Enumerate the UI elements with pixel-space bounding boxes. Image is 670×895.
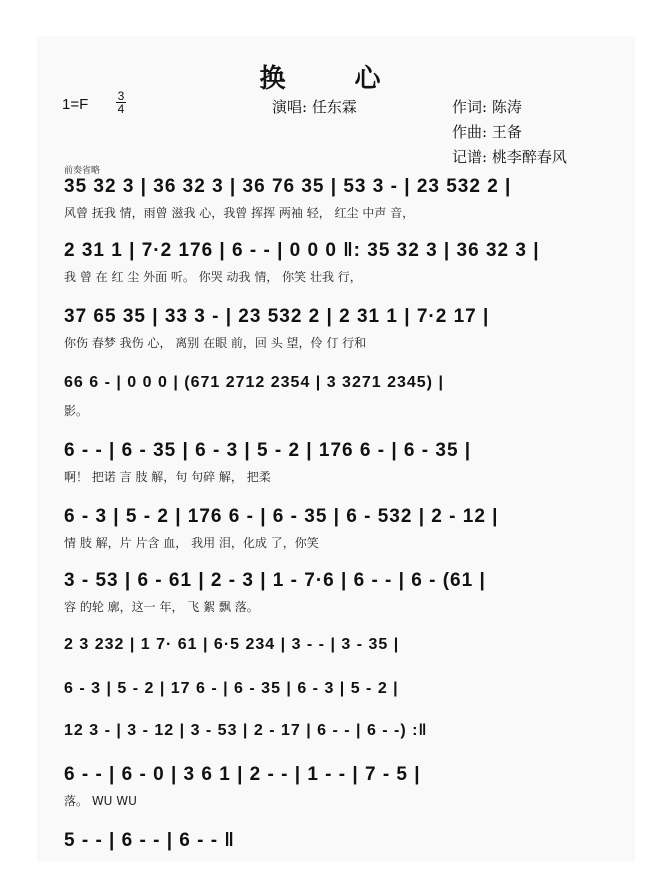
notes: 6 - - | 6 - 0 | 3 6 1 | 2 - - | 1 - - | 7 - 5 | — [64, 764, 421, 785]
time-signature: 3 4 — [117, 89, 125, 116]
notes: 12 3 - | 3 - 12 | 3 - 53 | 2 - 17 | 6 - - | 6 - -) :‖ — [64, 722, 428, 739]
lyrics: 风曾 抚我 情，雨曾 滋我 心，我曾 挥挥 两袖 轻， 红尘 中声 音， — [64, 206, 415, 220]
notes: 3 - 53 | 6 - 61 | 2 - 3 | 1 - 7·6 | 6 - - | 6 - (61 | — [64, 570, 486, 591]
notes: 37 65 35 | 33 3 - | 23 532 2 | 2 31 1 | 7·2 17 | — [64, 306, 490, 327]
lyrics: 落。 WU WU — [64, 794, 137, 808]
notes: 6 - 3 | 5 - 2 | 17 6 - | 6 - 35 | 6 - 3 | 5 - 2 | — [64, 680, 399, 697]
notes: 6 - 3 | 5 - 2 | 176 6 - | 6 - 35 | 6 - 532 | 2 - 12 | — [64, 506, 499, 527]
notes: 6 - - | 6 - 35 | 6 - 3 | 5 - 2 | 176 6 - | 6 - 35 | — [64, 440, 472, 461]
notes: 2 3 232 | 1 7· 61 | 6·5 234 | 3 - - | 3 - 35 | — [64, 636, 400, 653]
notes: 5 - - | 6 - - | 6 - - ‖ — [64, 830, 235, 851]
lyrics: 情 肢 解，片 片含 血， 我用 泪，化成 了，你笑 — [64, 536, 319, 550]
lyrics: 啊！ 把诺 言 肢 解，句 句碎 解， 把柔 — [64, 470, 271, 484]
notes: 66 6 - | 0 0 0 | (671 2712 2354 | 3 3271 2345) | — [64, 374, 444, 391]
notes: 35 32 3 | 36 32 3 | 36 76 35 | 53 3 - | 23 532 2 | — [64, 176, 512, 197]
lyrics: 你伤 春梦 我伤 心， 离别 在眼 前，回 头 望，伶 仃 行和 — [64, 336, 367, 350]
lyricist: 作词: 陈涛 — [452, 98, 522, 116]
composer: 作曲: 王备 — [452, 123, 522, 141]
lyrics: 我 曾 在 红 尘 外面 听。 你哭 动我 情， 你笑 壮我 行， — [64, 270, 362, 284]
prelude-note: 前奏省略 — [64, 166, 101, 176]
lyrics: 影。 — [64, 404, 89, 418]
notes: 2 31 1 | 7·2 176 | 6 - - | 0 0 0 ‖: 35 32 3 | 36 32 3 | — [64, 240, 540, 261]
song-title: 换 心 — [259, 64, 411, 94]
transcriber: 记谱: 桃李醉春风 — [452, 148, 567, 166]
key-signature: 1=F — [62, 96, 89, 113]
lyrics: 容 的轮 廓，这一 年， 飞 絮 飘 落。 — [64, 600, 259, 614]
singer: 演唱: 任东霖 — [272, 98, 357, 116]
